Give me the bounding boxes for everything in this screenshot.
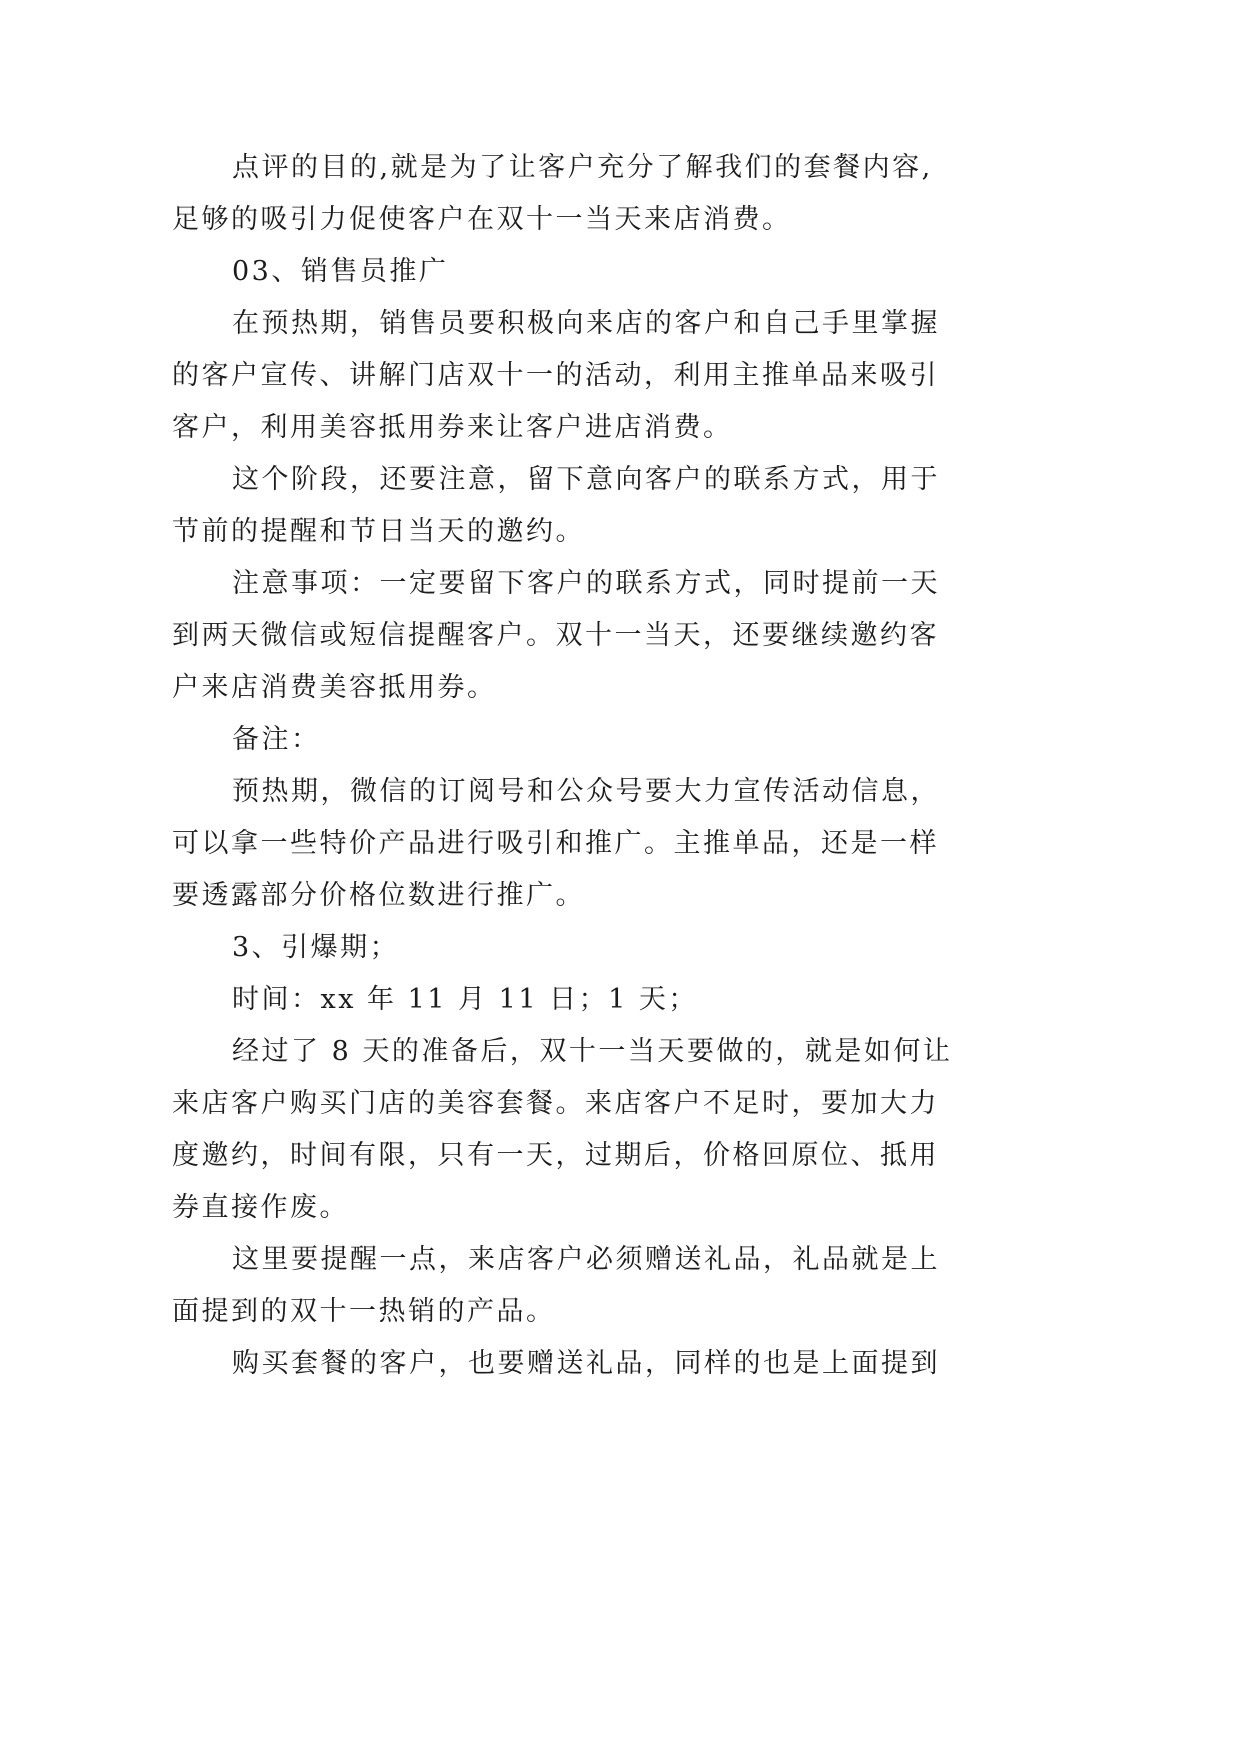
text-line: 备注： (232, 724, 321, 755)
section-heading (172, 922, 1072, 974)
text-line: 节前的提醒和节日当天的邀约。 (172, 516, 585, 547)
document-body (172, 142, 1072, 1390)
text-line: 在预热期，销售员要积极向来店的客户和自己手里掌握 (232, 308, 940, 339)
text-line: 购买套餐的客户，也要赠送礼品，同样的也是上面提到 (232, 1348, 940, 1379)
text-line: 度邀约，时间有限，只有一天，过期后，价格回原位、抵用 (172, 1140, 939, 1171)
text-line: 时间：xx 年 11 月 11 日；1 天； (232, 984, 698, 1015)
paragraph (172, 142, 1072, 246)
text-line: 足够的吸引力促使客户在双十一当天来店消费。 (172, 204, 792, 235)
note-heading (172, 714, 1072, 766)
text-line: 要透露部分价格位数进行推广。 (172, 880, 585, 911)
text-line: 注意事项：一定要留下客户的联系方式，同时提前一天 (232, 568, 940, 599)
paragraph (172, 454, 1072, 558)
text-line: 可以拿一些特价产品进行吸引和推广。主推单品，还是一样 (172, 828, 939, 859)
date-line (172, 974, 1072, 1026)
text-line: 这里要提醒一点，来店客户必须赠送礼品，礼品就是上 (232, 1244, 940, 1275)
text-line: 面提到的双十一热销的产品。 (172, 1296, 556, 1327)
text-line: 点评的目的,就是为了让客户充分了解我们的套餐内容, (232, 152, 933, 183)
text-line: 的客户宣传、讲解门店双十一的活动，利用主推单品来吸引 (172, 360, 939, 391)
text-line: 客户，利用美容抵用券来让客户进店消费。 (172, 412, 733, 443)
text-line: 预热期，微信的订阅号和公众号要大力宣传活动信息， (232, 776, 940, 807)
paragraph (172, 766, 1072, 922)
section-heading (172, 246, 1072, 298)
text-line: 户来店消费美容抵用券。 (172, 672, 497, 703)
text-line: 券直接作废。 (172, 1192, 349, 1223)
text-line: 03、销售员推广 (232, 256, 449, 287)
text-line: 来店客户购买门店的美容套餐。来店客户不足时，要加大力 (172, 1088, 939, 1119)
text-line: 3、引爆期； (232, 932, 400, 963)
paragraph (172, 1338, 1072, 1390)
paragraph (172, 558, 1072, 714)
paragraph (172, 1234, 1072, 1338)
paragraph (172, 1026, 1072, 1234)
paragraph (172, 298, 1072, 454)
text-line: 这个阶段，还要注意，留下意向客户的联系方式，用于 (232, 464, 940, 495)
text-line: 经过了 8 天的准备后，双十一当天要做的，就是如何让 (232, 1036, 953, 1067)
text-line: 到两天微信或短信提醒客户。双十一当天，还要继续邀约客 (172, 620, 939, 651)
